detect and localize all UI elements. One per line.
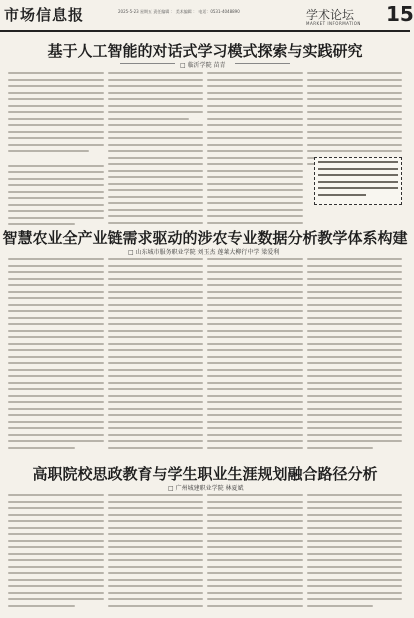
issue-meta: 2025-5-23 星期五 责任编辑 ： 美术编辑 ： 电话：0531-4048890: [118, 9, 240, 14]
article-1-byline: □ 临沂学院 苗青: [180, 62, 226, 69]
article-1-column: [207, 72, 303, 222]
article-3-column: [108, 494, 204, 614]
article-3-column: [8, 494, 104, 614]
article-2-headline: 智慧农业全产业链需求驱动的涉农专业数据分析教学体系构建: [2, 229, 408, 247]
article-3-byline: □ 广州城建职业学院 林夏斌: [168, 485, 244, 492]
article-3-body: [8, 494, 402, 614]
article-2-column: [108, 258, 204, 456]
article-3-column: [307, 494, 403, 614]
article-2-column: [207, 258, 303, 456]
article-1-boxed-note: [314, 157, 402, 205]
masthead: [0, 0, 414, 32]
article-2-column: [8, 258, 104, 456]
article-3-column: [207, 494, 303, 614]
byline-rule: [235, 63, 290, 64]
article-2-byline: □ 山东城市服务职业学院 刘玉杰 莲莱大柳行中学 梁爱利: [128, 249, 280, 256]
article-1-column: [8, 72, 104, 222]
section-title-en: MARKET INFORMATION: [306, 21, 361, 26]
article-2-body: [8, 258, 402, 456]
page-number: 15: [386, 2, 414, 26]
article-3-headline: 高职院校思政教育与学生职业生涯规划融合路径分析: [32, 465, 378, 483]
section-title: 学术论坛: [306, 8, 355, 22]
article-2-column: [307, 258, 403, 456]
newspaper-logo: 市场信息报: [4, 6, 85, 24]
article-1-headline: 基于人工智能的对话式学习模式探索与实践研究: [47, 42, 363, 60]
byline-rule: [120, 63, 175, 64]
article-1-column: [108, 72, 204, 222]
